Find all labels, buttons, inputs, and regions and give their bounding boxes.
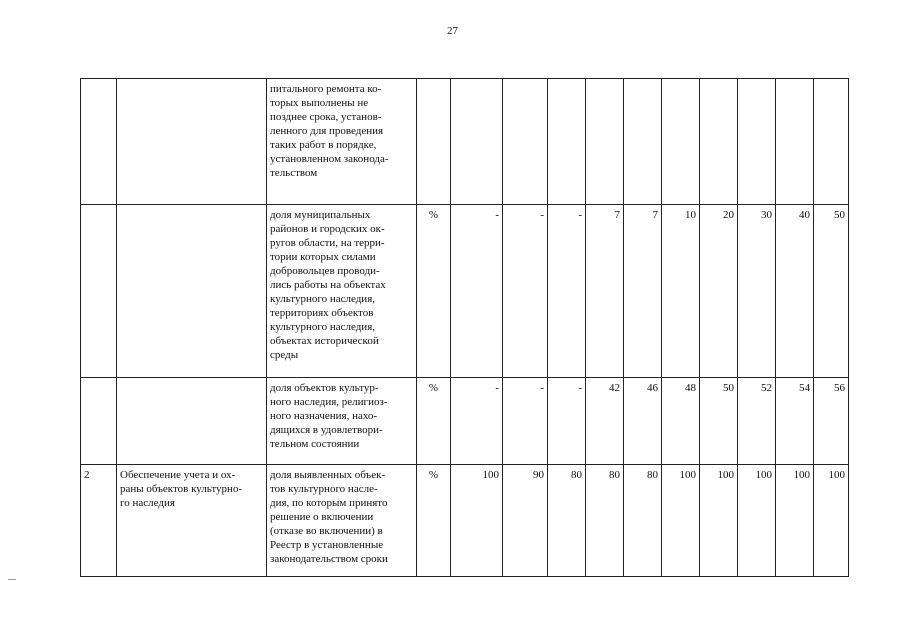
value-cell: 100 <box>738 465 776 577</box>
row-number-cell <box>81 205 117 378</box>
value-cell: - <box>451 205 503 378</box>
value-cell: - <box>548 378 586 465</box>
unit-cell <box>417 79 451 205</box>
value-cell: 7 <box>624 205 662 378</box>
row-number-cell: 2 <box>81 465 117 577</box>
table-row <box>81 205 849 378</box>
task-cell <box>117 79 267 205</box>
value-cell <box>548 79 586 205</box>
value-cell <box>738 79 776 205</box>
value-cell <box>662 79 700 205</box>
value-cell: 50 <box>814 205 849 378</box>
value-cell: 48 <box>662 378 700 465</box>
task-cell: Обеспечение учета и ох- раны объектов культурно- го наследия <box>117 465 267 577</box>
value-cell: 20 <box>700 205 738 378</box>
value-cell: 100 <box>700 465 738 577</box>
indicator-cell: питального ремонта ко- торых выполнены не позднее срока, установ- ленного для проведения таких работ в порядке, установленном законода- тельством <box>267 79 417 205</box>
value-cell <box>586 79 624 205</box>
value-cell: 46 <box>624 378 662 465</box>
value-cell: 42 <box>586 378 624 465</box>
indicator-cell: доля муниципальных районов и городских ок- ругов области, на терри- тории которых силами добровольцев проводи- лись работы на объектах культурного наследия, территориях объектов культурного наследия, объектах исторической среды <box>267 205 417 378</box>
value-cell: - <box>451 378 503 465</box>
value-cell: 50 <box>700 378 738 465</box>
value-cell <box>700 79 738 205</box>
value-cell: 100 <box>776 465 814 577</box>
value-cell: 80 <box>586 465 624 577</box>
value-cell: 52 <box>738 378 776 465</box>
value-cell: - <box>503 205 548 378</box>
page-number: 27 <box>447 25 458 37</box>
table-body <box>81 79 849 577</box>
value-cell: 80 <box>548 465 586 577</box>
task-cell <box>117 205 267 378</box>
indicator-cell: доля выявленных объек- тов культурного насле- дия, по которым принято решение о включении (отказе во включении) в Реестр в установленные законодательством сроки <box>267 465 417 577</box>
value-cell: 56 <box>814 378 849 465</box>
scan-edge-mark <box>8 579 16 580</box>
value-cell: 40 <box>776 205 814 378</box>
value-cell: 54 <box>776 378 814 465</box>
value-cell <box>503 79 548 205</box>
value-cell: 7 <box>586 205 624 378</box>
value-cell: 30 <box>738 205 776 378</box>
value-cell: - <box>548 205 586 378</box>
table-row <box>81 378 849 465</box>
value-cell <box>814 79 849 205</box>
value-cell <box>624 79 662 205</box>
value-cell <box>451 79 503 205</box>
value-cell: 90 <box>503 465 548 577</box>
value-cell: 100 <box>451 465 503 577</box>
task-cell <box>117 378 267 465</box>
unit-cell: % <box>417 205 451 378</box>
value-cell: 100 <box>662 465 700 577</box>
indicators-table <box>80 78 849 577</box>
indicator-cell: доля объектов культур- ного наследия, религиоз- ного назначения, нахо- дящихся в удовлетвори- тельном состоянии <box>267 378 417 465</box>
unit-cell: % <box>417 465 451 577</box>
table-row <box>81 79 849 205</box>
unit-cell: % <box>417 378 451 465</box>
row-number-cell <box>81 378 117 465</box>
value-cell: 10 <box>662 205 700 378</box>
value-cell <box>776 79 814 205</box>
table-row <box>81 465 849 577</box>
value-cell: 80 <box>624 465 662 577</box>
value-cell: - <box>503 378 548 465</box>
value-cell: 100 <box>814 465 849 577</box>
row-number-cell <box>81 79 117 205</box>
